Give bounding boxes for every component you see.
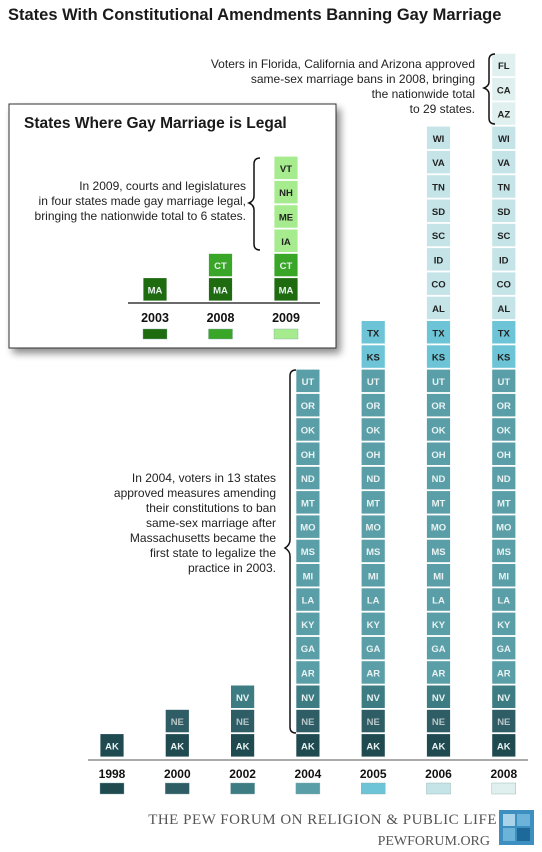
ban-cell-label-2008-al: AL: [497, 303, 511, 315]
ban-cell-label-2008-mt: MT: [496, 498, 511, 510]
ban-cell-label-2005-tx: TX: [367, 328, 380, 340]
ban-cell-label-2008-mi: MI: [498, 571, 510, 583]
legal-cell-label-2003-ma: MA: [147, 285, 163, 297]
legal-cell-label-2009-vt: VT: [279, 163, 293, 175]
ban-cell-label-2006-va: VA: [432, 158, 445, 170]
ban-cell-label-2004-mo: MO: [300, 522, 316, 534]
ban-cell-label-2008-ms: MS: [496, 546, 511, 558]
ban-cell-label-2005-or: OR: [366, 401, 381, 413]
ban-cell-label-2006-ga: GA: [431, 644, 446, 656]
ban-year-label-2008: 2008: [490, 767, 518, 781]
bracket-2004: [285, 370, 296, 733]
ban-cell-label-2008-ut: UT: [497, 376, 511, 388]
ban-cell-label-2008-ar: AR: [496, 668, 511, 680]
ban-cell-label-2006-ms: MS: [431, 546, 446, 558]
ban-cell-label-2004-la: LA: [301, 595, 315, 607]
ban-cell-label-2004-nv: NV: [301, 692, 315, 704]
legal-cell-label-2009-nh: NH: [279, 188, 293, 200]
ban-cell-label-2004-ne: NE: [301, 717, 315, 729]
ban-cell-label-2008-mo: MO: [496, 522, 512, 534]
ban-cell-label-2004-ga: GA: [300, 644, 316, 656]
ban-cell-label-2005-nv: NV: [366, 692, 380, 704]
chart-title: States With Constitutional Amendments Banning Gay Marriage: [8, 6, 502, 24]
ban-cell-label-2006-mt: MT: [431, 498, 446, 510]
ban-cell-label-2008-ky: KY: [497, 619, 511, 631]
ban-cell-label-2008-ne: NE: [497, 717, 511, 729]
ban-cell-label-2006-mo: MO: [430, 522, 447, 534]
ban-cell-label-2006-ok: OK: [431, 425, 446, 437]
ban-cell-label-2005-ga: GA: [366, 644, 381, 656]
ban-cell-label-2006-sd: SD: [431, 206, 446, 218]
credit-org: THE PEW FORUM ON RELIGION & PUBLIC LIFE: [148, 812, 497, 828]
ban-year-label-1998: 1998: [98, 767, 126, 781]
ban-year-swatch-2002: [231, 783, 255, 794]
ban-cell-label-2004-mt: MT: [301, 498, 315, 510]
ban-cell-label-2002-ak: AK: [235, 741, 250, 753]
ban-cell-label-2008-fl: FL: [497, 60, 510, 72]
ban-cell-label-2002-nv: NV: [235, 692, 250, 704]
ban-cell-label-2005-mo: MO: [365, 522, 381, 534]
ban-cell-label-2006-tn: TN: [432, 182, 445, 194]
annotation-2004: In 2004, voters in 13 states approved measures amending their constitutions to ban same-sex marriage after Massachusetts became the first state to legalize the practice in 2003.: [113, 471, 276, 575]
legal-cell-label-2009-ct: CT: [279, 261, 293, 273]
ban-year-label-2000: 2000: [163, 767, 191, 781]
ban-cell-label-2004-oh: OH: [300, 449, 316, 461]
legal-year-label-2009: 2009: [272, 311, 300, 325]
ban-cell-label-2006-id: ID: [433, 255, 444, 267]
ban-cell-label-2004-or: OR: [300, 401, 316, 413]
ban-cell-label-2005-la: LA: [366, 595, 380, 607]
legal-year-labels: [141, 311, 300, 325]
legal-year-label-2008: 2008: [206, 311, 235, 325]
ban-cell-label-2006-ne: NE: [431, 717, 446, 729]
ban-cell-label-2004-mi: MI: [302, 571, 314, 583]
ban-year-label-2006: 2006: [425, 767, 452, 781]
legal-cell-label-2008-ct: CT: [214, 261, 227, 273]
ban-cell-label-2008-id: ID: [499, 255, 509, 267]
footer-credits: [148, 810, 534, 849]
ban-cell-label-2008-nv: NV: [497, 692, 511, 704]
ban-cell-label-2006-nd: ND: [431, 474, 446, 486]
ban-cell-label-2008-tx: TX: [497, 328, 510, 340]
legal-cell-label-2009-me: ME: [278, 212, 294, 224]
pew-forum-logo-icon: [499, 810, 534, 845]
ban-year-swatch-2004: [296, 783, 320, 794]
ban-cell-label-2006-ak: AK: [431, 741, 446, 753]
annotation-2009: In 2009, courts and legislatures in four states made gay marriage legal, bringing the nationwide total to 6 states.: [34, 179, 246, 223]
ban-cell-label-2008-wi: WI: [497, 133, 510, 145]
ban-cell-label-2008-nd: ND: [496, 474, 511, 486]
legal-inset: [9, 104, 336, 348]
ban-cell-label-2004-ok: OK: [300, 425, 316, 437]
ban-year-labels: [99, 767, 518, 781]
ban-cell-label-2005-ne: NE: [366, 717, 380, 729]
ban-cell-label-2000-ne: NE: [170, 717, 184, 729]
ban-cell-label-2004-ms: MS: [300, 546, 316, 558]
ban-cell-label-2004-ky: KY: [301, 619, 315, 631]
ban-year-swatch-2000: [165, 783, 189, 794]
ban-cell-label-2006-nv: NV: [431, 692, 446, 704]
ban-cell-label-2008-sc: SC: [497, 231, 511, 243]
ban-year-label-2002: 2002: [229, 767, 256, 781]
ban-cell-label-2008-ga: GA: [496, 644, 511, 656]
ban-year-swatch-2008: [492, 783, 516, 794]
ban-cell-label-2000-ak: AK: [170, 741, 185, 753]
ban-cell-label-2005-oh: OH: [366, 449, 381, 461]
ban-cell-label-2002-ne: NE: [235, 717, 250, 729]
ban-cell-label-2006-ar: AR: [431, 668, 446, 680]
ban-year-swatch-2006: [427, 783, 451, 794]
ban-cell-label-2008-oh: OH: [496, 449, 511, 461]
ban-cell-label-2006-tx: TX: [432, 328, 445, 340]
ban-cell-label-2004-ak: AK: [301, 741, 315, 753]
ban-cell-label-2005-ms: MS: [366, 546, 381, 558]
ban-cell-label-2006-ut: UT: [432, 376, 445, 388]
ban-cell-label-2008-ks: KS: [497, 352, 511, 364]
ban-cell-label-2008-or: OR: [496, 401, 511, 413]
annotation-2008: Voters in Florida, California and Arizona approved same-sex marriage bans in 2008, bringing the nationwide total to 29 states.: [210, 57, 475, 116]
ban-cell-label-2008-co: CO: [496, 279, 511, 291]
ban-cell-label-2006-sc: SC: [431, 231, 446, 243]
ban-cell-label-2005-ak: AK: [366, 741, 381, 753]
ban-cell-label-2005-ky: KY: [366, 619, 380, 631]
ban-year-swatch-1998: [100, 783, 124, 794]
ban-cell-label-2006-ky: KY: [431, 619, 446, 631]
ban-cell-label-2006-wi: WI: [432, 133, 445, 145]
ban-cell-label-2008-ca: CA: [496, 85, 511, 97]
legal-cell-label-2009-ma: MA: [278, 285, 294, 297]
ban-year-label-2005: 2005: [359, 767, 387, 781]
ban-cell-label-2008-va: VA: [497, 158, 511, 170]
ban-year-label-2004: 2004: [294, 767, 322, 781]
legal-inset-title: States Where Gay Marriage is Legal: [24, 115, 287, 132]
legal-year-label-2003: 2003: [141, 311, 169, 325]
legal-year-swatch-2008: [209, 329, 233, 339]
ban-cell-label-2006-co: CO: [431, 279, 446, 291]
ban-cell-label-2008-ok: OK: [496, 425, 511, 437]
ban-year-swatches: [100, 783, 516, 794]
ban-cell-label-2004-ut: UT: [301, 376, 315, 388]
ban-cell-label-2006-ks: KS: [431, 352, 446, 364]
ban-cell-label-2005-ok: OK: [366, 425, 381, 437]
ban-cell-label-2005-ar: AR: [366, 668, 381, 680]
legal-cell-label-2008-ma: MA: [213, 285, 228, 297]
ban-cell-label-2006-al: AL: [432, 303, 445, 315]
ban-cell-label-2006-or: OR: [431, 401, 446, 413]
ban-cell-label-2006-mi: MI: [433, 571, 444, 583]
ban-cell-label-2006-oh: OH: [431, 449, 446, 461]
ban-cell-label-2005-nd: ND: [366, 474, 381, 486]
legal-year-swatches: [143, 329, 298, 339]
ban-cell-label-2005-ks: KS: [366, 352, 380, 364]
ban-cell-label-2005-ut: UT: [366, 376, 380, 388]
legal-year-swatch-2009: [274, 329, 298, 339]
ban-cell-label-2006-la: LA: [432, 595, 445, 607]
ban-cell-label-2004-nd: ND: [301, 474, 315, 486]
legal-cell-label-2009-ia: IA: [281, 236, 291, 248]
credit-site: PEWFORUM.ORG: [377, 834, 490, 849]
ban-cell-label-2008-tn: TN: [497, 182, 511, 194]
ban-cell-label-1998-ak: AK: [105, 741, 119, 753]
ban-cell-label-2005-mi: MI: [367, 571, 379, 583]
ban-cell-label-2005-mt: MT: [366, 498, 381, 510]
ban-cell-label-2004-ar: AR: [301, 668, 315, 680]
legal-year-swatch-2003: [143, 329, 167, 339]
ban-year-swatch-2005: [361, 783, 385, 794]
ban-cell-label-2008-sd: SD: [497, 206, 511, 218]
ban-cell-label-2008-ak: AK: [496, 741, 511, 753]
ban-cell-label-2008-la: LA: [497, 595, 511, 607]
ban-cell-label-2008-az: AZ: [497, 109, 511, 121]
